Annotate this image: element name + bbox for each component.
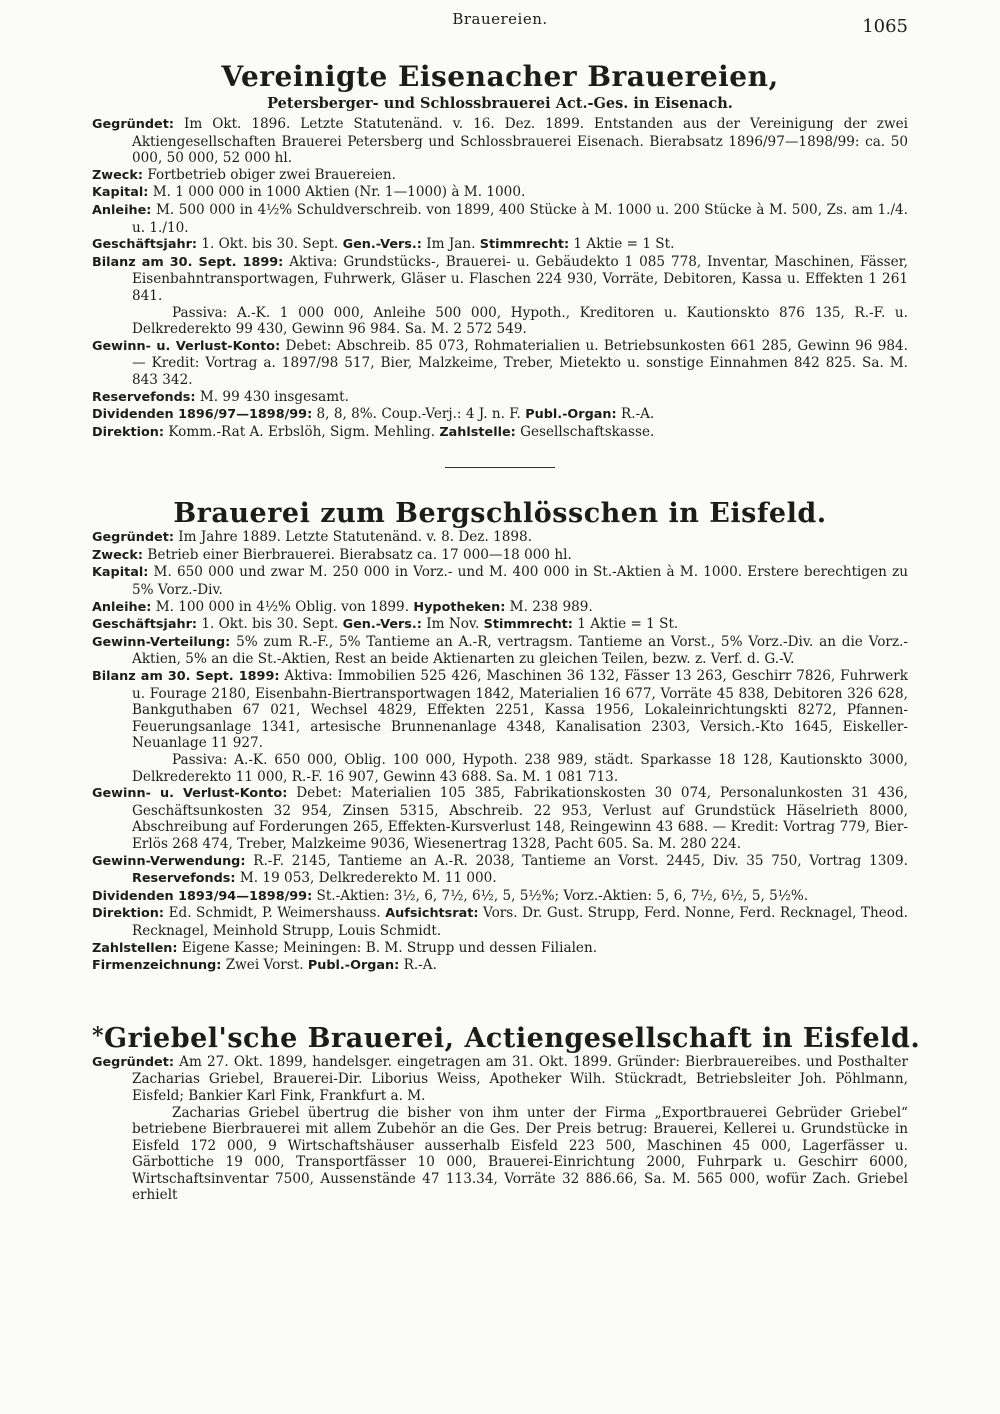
entry-zahlstellen — [92, 940, 908, 958]
entry-geschaeftsjahr — [92, 616, 908, 634]
entry-label: Geschäftsjahr: — [92, 237, 197, 253]
entry-text: Im Nov. — [426, 616, 480, 633]
entry-uebernahme — [92, 1105, 908, 1205]
entry-gegruendet — [92, 1054, 908, 1105]
entry-label: Gewinn- u. Verlust-Konto: — [92, 338, 281, 354]
entry-text: St.-Aktien: 3½, 6, 7½, 6½, 5, 5½%; Vorz.-Aktien: 5, 6, 7½, 6½, 5, 5½%. — [316, 887, 809, 904]
entry-text: Vors. Dr. Gust. Strupp, Ferd. Nonne, Ferd. Recknagel, Theod. Recknagel, Meinhold Strupp, Louis Schmidt. — [132, 905, 909, 939]
entry-text: M. 100 000 in 4½% Oblig. von 1899. — [155, 598, 410, 615]
entry-label: Kapital: — [92, 565, 149, 581]
entry-label: Zweck: — [92, 547, 143, 563]
entry-label: Zahlstelle: — [439, 424, 516, 440]
entry-label: Dividenden 1893/94—1898/99: — [92, 888, 313, 904]
entry-label: Reservefonds: — [92, 389, 196, 405]
running-head: Brauereien. — [452, 10, 548, 28]
entry-text: R.-A. — [403, 957, 437, 974]
entry-label: Firmenzeichnung: — [92, 958, 222, 974]
entry-text: M. 500 000 in 4½% Schuldverschreib. von 1899, 400 Stücke à M. 1000 u. 200 Stücke à M. 500, Zs. am 1./4. u. 1./10. — [132, 201, 908, 236]
entry-text: Debet: Materialien 105 385, Fabrikationskosten 30 074, Personalunkosten 31 436, Geschäftsunkosten 32 954, Zinsen 5315, Abschreib. 22 953, Verlust auf Grundstück Häselrieth 8000, Abschreibung auf Forderungen 265, Effekten-Kursverlust 148, Reingewinn 43 688. — Kredit: Vortrag 779, Bier-Erlös 268 474, Treber, Malzkeime 9036, Wiesenertrag 1328, Pacht 605. Sa. M. 280 224. — [132, 785, 908, 852]
entry-gewinn-verwendung — [92, 853, 908, 888]
entry-text: R.-F. 2145, Tantieme an A.-R. 2038, Tantieme an Vorst. 2445, Div. 35 750, Vortrag 1309. — [253, 852, 909, 869]
entry-text: 1. Okt. bis 30. Sept. — [201, 236, 339, 253]
entry-label: Gegründet: — [92, 1054, 174, 1070]
entry-gewinn-verlust — [92, 338, 908, 389]
entry-label: Gewinn- u. Verlust-Konto: — [92, 786, 288, 802]
entry-label: Gewinn-Verwendung: — [92, 853, 246, 869]
entry-label: Zweck: — [92, 167, 143, 183]
entry-label: Hypotheken: — [413, 599, 506, 615]
entry-anleihe — [92, 599, 908, 617]
entry-text: Eigene Kasse; Meiningen: B. M. Strupp und dessen Filialen. — [181, 939, 598, 956]
entry-gewinn-verteilung — [92, 634, 908, 668]
entry-label: Gewinn-Verteilung: — [92, 634, 231, 650]
entry-text: Ed. Schmidt, P. Weimershauss. — [168, 905, 381, 922]
entry-text: 1 Aktie = 1 St. — [573, 236, 675, 253]
entry-bilanz-aktiva — [92, 668, 908, 752]
company-title: Brauerei zum Bergschlösschen in Eisfeld. — [173, 498, 827, 530]
entry-text: Betrieb einer Bierbrauerei. Bierabsatz ca. 17 000—18 000 hl. — [147, 546, 572, 563]
entry-label: Aufsichtsrat: — [385, 906, 479, 922]
entry-label: Gegründet: — [92, 530, 174, 546]
entry-kapital — [92, 184, 908, 202]
company-title: Vereinigte Eisenacher Brauereien, — [221, 60, 779, 93]
entry-text: Gesellschaftskasse. — [520, 423, 655, 440]
entry-text: Im Okt. 1896. Letzte Statutenänd. v. 16. Dez. 1899. Entstanden aus der Vereinigung der zwei Aktiengesellschaften Brauerei Petersberg und Schlossbrauerei Eisenach. Bierabsatz 1896/97—1898/99: ca. 50 000, 50 000, 52 000 hl. — [132, 116, 908, 167]
entry-label: Stimmrecht: — [479, 237, 570, 253]
entry-label: Dividenden 1896/97—1898/99: — [92, 407, 313, 423]
entry-label: Gen.-Vers.: — [342, 237, 422, 253]
company-title — [92, 1022, 921, 1054]
entry-direktion — [92, 424, 908, 442]
entry-label: Geschäftsjahr: — [92, 617, 197, 633]
entry-text: M. 19 053, Delkrederekto M. 11 000. — [239, 870, 497, 887]
entry-text: Aktiva: Immobilien 525 426, Maschinen 36 132, Fässer 13 263, Geschirr 7826, Fuhrwerk u. Fourage 2180, Eisenbahn-Biertransportwagen 1842, Materialien 16 677, Vorräte 45 838, Debitoren 326 628, Bankguthaben 67 021, Wechsel 4829, Effekten 2251, Kassa 1956, Lokaleinrichtungskti 8272, Pfannen-Feuerungsanlage 1341, artesische Brunnenanlage 4348, Kanalisation 2303, Versich.-Kto 1645, Eiskeller-Neuanlage 11 927. — [132, 668, 909, 752]
entry-text: M. 650 000 und zwar M. 250 000 in Vorz.- und M. 400 000 in St.-Aktien à M. 1000. Erstere berechtigen zu 5% Vorz.-Div. — [132, 564, 908, 599]
entry-label: Gegründet: — [92, 117, 174, 132]
entry-text: M. 1 000 000 in 1000 Aktien (Nr. 1—1000) à M. 1000. — [152, 184, 526, 201]
entry-kapital — [92, 564, 908, 598]
entry-text: Am 27. Okt. 1899, handelsger. eingetragen am 31. Okt. 1899. Gründer: Bierbrauereibes. und Posthalter Zacharias Griebel, Brauerei-Dir. Liborius Weiss, Apotheker Wilh. Stückradt, Betriebsleiter Joh. Pöhlmann, Eisfeld; Bankier Karl Fink, Frankfurt a. M. — [132, 1053, 909, 1104]
entry-anleihe — [92, 202, 908, 236]
page-number: 1065 — [862, 16, 908, 37]
entry-text: Fortbetrieb obiger zwei Brauereien. — [147, 166, 396, 183]
entry-label: Bilanz am 30. Sept. 1899: — [92, 669, 280, 685]
entry-label: Stimmrecht: — [483, 617, 573, 633]
entry-bilanz-passiva — [92, 752, 908, 785]
entry-text: Zwei Vorst. — [225, 957, 304, 974]
entry-text: 8, 8, 8%. Coup.-Verj.: 4 J. n. F. — [316, 406, 521, 423]
entry-text: Passiva: A.-K. 1 000 000, Anleihe 500 000, Hypoth., Kreditoren u. Kautionskto 876 135, R.-F. u. Delkrederekto 99 430, Gewinn 96 984. Sa. M. 2 572 549. — [132, 304, 908, 338]
entry-text: Debet: Abschreib. 85 073, Rohmaterialien u. Betriebsunkosten 661 285, Gewinn 96 984. — Kredit: Vortrag a. 1897/98 517, Bier, Malzkeime, Treber, Mietekto u. sonstige Einnahmen 842 825. Sa. M. 843 342. — [132, 337, 908, 388]
entry-label: Reservefonds: — [132, 871, 236, 887]
entry-text: Im Jahre 1889. Letzte Statutenänd. v. 8. Dez. 1898. — [178, 529, 533, 546]
entry-bilanz-aktiva — [92, 254, 908, 305]
entry-text: R.-A. — [620, 406, 655, 423]
company-entry-griebel — [92, 1022, 921, 1204]
entry-text: 5% zum R.-F., 5% Tantieme an A.-R, vertragsm. Tantieme an Vorst., 5% Vorz.-Div. an die Vorz.-Aktien, 5% an die St.-Aktien, Rest an beide Aktienarten zu gleichen Teilen, bezw. z. Verf. d. G.-V. — [132, 633, 908, 668]
entry-label: Gen.-Vers.: — [342, 617, 422, 633]
entry-text: 1 Aktie = 1 St. — [577, 616, 679, 633]
entry-gewinn-verlust — [92, 785, 908, 852]
entry-label: Anleihe: — [92, 202, 152, 218]
entry-label: Kapital: — [92, 185, 149, 201]
entry-direktion — [92, 905, 908, 939]
entry-label: Direktion: — [92, 424, 165, 440]
entry-text: Aktiva: Grundstücks-, Brauerei- u. Gebäudekto 1 085 778, Inventar, Maschinen, Fässer, Eisenbahntransportwagen, Fuhrwerk, Gläser u. Flaschen 224 930, Vorräte, Debitoren, Kassa u. Effekten 1 261 841. — [132, 253, 908, 304]
entry-text: 1. Okt. bis 30. Sept. — [201, 616, 339, 633]
entry-firmenzeichnung — [92, 957, 908, 975]
entry-text: M. 238 989. — [509, 598, 593, 615]
company-entry-eisenach — [92, 10, 908, 441]
entry-label: Publ.-Organ: — [525, 407, 617, 423]
entry-label: Zahlstellen: — [92, 940, 178, 956]
entry-text: M. 99 430 insgesamt. — [199, 388, 349, 405]
entry-text: Komm.-Rat A. Erbslöh, Sigm. Mehling. — [168, 423, 436, 440]
entry-bilanz-passiva — [92, 305, 908, 338]
entry-label: Bilanz am 30. Sept. 1899: — [92, 254, 284, 270]
entry-zweck — [92, 547, 908, 565]
entry-text: Zacharias Griebel übertrug die bisher von ihm unter der Firma „Exportbrauerei Gebrüder Griebel“ betriebene Bierbrauerei mit allem Zubehör an die Ges. Der Preis betrug: Brauerei, Kellerei u. Grundstücke in Eisfeld 172 000, 9 Wirtschaftshäuser ausserhalb Eisfeld 223 500, Maschinen 45 000, Lagerfässer u. Gärbottiche 19 000, Transportfässer 10 000, Brauerei-Einrichtung 2000, Fuhrpark u. Geschirr 6000, Wirtschaftsinventar 7500, Aussenstände 47 113.34, Vorräte 32 886.66, Sa. M. 565 000, wofür Zach. Griebel erhielt — [132, 1104, 908, 1204]
entry-gegruendet — [92, 116, 908, 167]
entry-label: Anleihe: — [92, 599, 152, 615]
entry-reservefonds — [92, 389, 908, 407]
entry-geschaeftsjahr — [92, 236, 908, 254]
entry-gegruendet — [92, 529, 908, 547]
entry-label: Direktion: — [92, 906, 165, 922]
entry-zweck — [92, 167, 908, 185]
entry-text: Passiva: A.-K. 650 000, Oblig. 100 000, Hypoth. 238 989, städt. Sparkasse 18 128, Kautionskto 3000, Delkrederekto 11 000, R.-F. 16 907, Gewinn 43 688. Sa. M. 1 081 713. — [132, 752, 908, 785]
company-subtitle: Petersberger- und Schlossbrauerei Act.-Ges. in Eisenach. — [267, 95, 733, 112]
company-entry-bergschloesschen — [92, 498, 908, 974]
entry-dividenden — [92, 406, 908, 424]
entry-label: Publ.-Organ: — [307, 958, 400, 974]
entry-dividenden — [92, 888, 908, 906]
entry-text: Im Jan. — [426, 236, 476, 253]
section-divider — [445, 467, 555, 468]
footnote-asterisk: * — [92, 1022, 105, 1049]
company-title-text: Griebel'sche Brauerei, Actiengesellschaft in Eisfeld. — [104, 1022, 921, 1054]
